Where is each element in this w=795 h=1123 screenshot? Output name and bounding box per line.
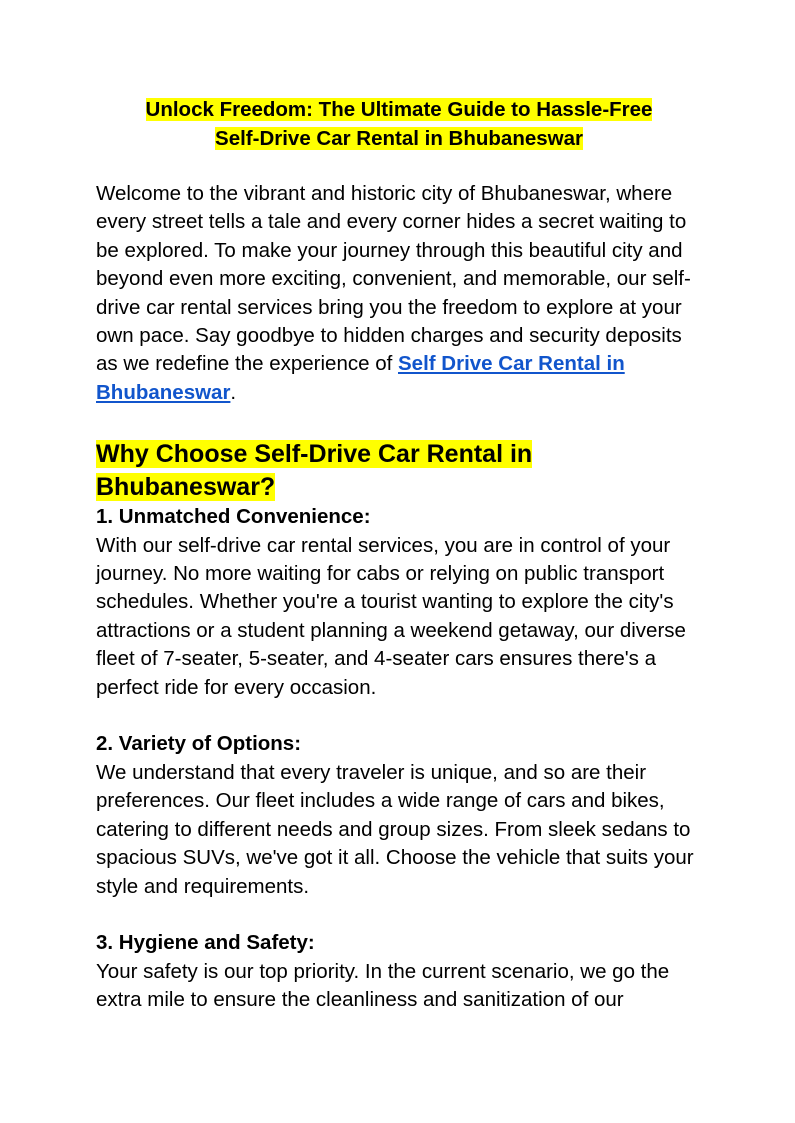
reason-body: With our self-drive car rental services, you are in control of your journey. No more waiting for cabs or relying on public transport schedules. Whether you're a tourist wanting to explore the city's attractions or a student planning a weekend getaway, our diverse fleet of 7-seater, 5-seater, and 4-seater cars ensures there's a perfect ride for every occasion. (96, 533, 686, 699)
document-title (96, 96, 702, 153)
self-drive-rental-link[interactable]: Self Drive Car Rental in Bhubaneswar (96, 352, 625, 404)
reason-title: 1. Unmatched Convenience: (96, 505, 371, 529)
reason-body: We understand that every traveler is unique, and so are their preferences. Our fleet includes a wide range of cars and bikes, catering to different needs and group sizes. From sleek sedans to spacious SUVs, we've got it all. Choose the vehicle that suits your style and requirements. (96, 760, 694, 898)
section-heading-line-2: Bhubaneswar? (96, 472, 276, 501)
intro-text: Welcome to the vibrant and historic city of Bhubaneswar, where every street tells a tale and every corner hides a secret waiting to be explored. To make your journey through this beautiful city and beyond even more exciting, convenient, and memorable, our self-drive car rental services bring you the freedom to explore at your own pace. Say goodbye to hidden charges and security deposits as we redefine the experience of (96, 182, 691, 376)
section-heading (96, 438, 702, 503)
reason-section-1 (96, 503, 702, 702)
reason-title: 2. Variety of Options: (96, 732, 302, 756)
title-line-2: Self-Drive Car Rental in Bhubaneswar (215, 126, 583, 150)
section-heading-line-1: Why Choose Self-Drive Car Rental in (96, 440, 533, 469)
reason-section-3 (96, 929, 702, 1014)
document-page (96, 96, 702, 1015)
intro-paragraph (96, 180, 702, 407)
title-line-1: Unlock Freedom: The Ultimate Guide to Hassle-Free (145, 98, 653, 121)
reason-section-2 (96, 730, 702, 900)
reason-title: 3. Hygiene and Safety: (96, 931, 315, 955)
intro-end: . (230, 380, 237, 404)
reason-body: Your safety is our top priority. In the current scenario, we go the extra mile to ensure the cleanliness and sanitization of our (96, 959, 670, 1012)
